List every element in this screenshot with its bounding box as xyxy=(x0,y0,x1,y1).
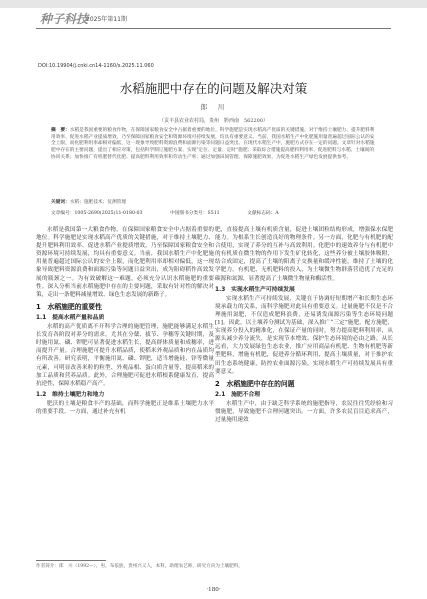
abstract-text: 水稻是我国重要的粮食作物，在保障国家粮食安全中占据着重要的地位。科学施肥是实现水稻高产优质的关键措施，对于维持土壤肥力、提升肥料利用效率、促进水稻产业提质增效、乃至保障国家粮食安全和资源环境可持续发展，均具有重要意义。当前，我国水稻生产中化肥施用量普遍超过国际公认的安全上限，而化肥利用率却相对偏低，这一现象导致肥料资源浪费和面源污染等问题日益突出。在现代水稻生产中，施肥方式存在一定的问题。文章针对水稻施肥中存在的主要问题，提出了相应对策，包括科学制订施肥方案、实现"定位、定量、定时"施肥；采取综合措施提高肥料利用率、促进肥料与水稻、土壤间的协同关系；加快推广有机肥替代化肥、提高肥料利用效率和劳动生产率；通过加强田间管理、保障施肥效果，为促进水稻生产绿色发展提供参考。 xyxy=(51,128,375,160)
footnote-rule xyxy=(36,560,106,561)
keywords-label: 关键词： xyxy=(51,200,70,205)
body-paragraph: 水稻是我国第一大粮食作物，在保障国家粮食安全中占据着重要的地位。科学施肥是实现水稻高产优质的关键措施，对于维持土壤肥力、提升肥料利用效率、促进水稻产业提质增效，乃至保障国家粮食安全和资源环境可持续发展，均具有重要意义。当前，我国水稻生产中化肥施用量普遍超过国际公认的安全上限，而化肥利用率却相对偏低，这一现象导致肥料资源浪费和面源污染等问题日益突出，成为阻碍稻作高效发展的瓶颈之一。为有效破解这一难题，必须充分认识水稻施肥的重要性。深入分析当前水稻施肥中存在的主要问题，采取有针对性的解决对策，走出一条肥料减量增效、绿色生态发展的新路子。 xyxy=(36,227,214,298)
document-code: 文献标志码：A xyxy=(247,211,279,216)
right-column xyxy=(215,226,393,424)
keywords-text: 水稻；施肥技术；仪测管理 xyxy=(69,200,127,205)
section-heading: 2 水稻施肥中存在的问题 xyxy=(215,379,295,388)
header-rule xyxy=(36,28,391,29)
article-title: 水稻施肥中存在的问题及解决对策 xyxy=(119,81,308,96)
abstract xyxy=(51,128,377,162)
left-column xyxy=(36,226,214,416)
body-paragraph: 肥，直接提高土壤有机质含量，促进土壤团粒结构形成，增强保水保肥能力。为根系生长创造良好的物理条件。另一方面，化肥与有机肥的配合使用，实现了养分的互补与高效利用。化肥中的速效养分与有机肥中的有机质在微生物的作用下发生矿化转化，这些养分被土壤胶体吸附，结合成固定，提高了土壤的阳离子交换量和缓冲性能，维持了土壤的化学肥力。有机肥、无机肥料的投入，为土壤微生物群落营造优了充足的碳源和氮源，显著提高了土壤微生物量和酶活性。 xyxy=(215,227,393,282)
article-meta xyxy=(51,210,305,216)
body-paragraph: 实现水稻生产可持续发展，关键在于协调好短期增产和长期生态环境承载力的关系，而科学施肥对此具有重要意义。过量施肥不仅是不合理施用氮肥，不仅造成肥料浪费，还易诱发面源污染等生态环境问题[1]。因此，以土壤养分测试为基础，深入推广“三定”施肥，配方施肥，实现养分投入的精准化，在保证产量的同时，努力提高肥料利用率，从源头减少养分流失，是实现节本增效、保护生态环境的必由之路。从长远看，大力发展绿色生态农业，推广应用商品有机肥、生物有机肥等新型肥料，增施有机肥，促进养分循环利用，提高土壤质量，对于推护农田生态系统健康，防控农业面源污染，实现水稻生产可持续发展具有重要意义。 xyxy=(215,295,393,375)
page-header xyxy=(0,0,427,30)
keywords xyxy=(51,199,377,205)
affiliation: （贡丰县农业农村局，贵州 黔西南 562200） xyxy=(158,118,269,124)
author: 郎 川 xyxy=(200,103,227,111)
footnote: 作者简介：郎 川（1992—），男，布依族，贵州兴义人，本科，助理农艺师，研究方向为土壤肥料。 xyxy=(36,564,243,569)
subsection-heading: 1.1 提高水稻产量和品质 xyxy=(36,314,105,321)
body-paragraph: 水稻生产中，由于缺乏科学系统的施肥指导，农民往往凭经验和习惯施肥，导致施肥不合理问题突出。一方面，许多农民盲目追求高产，过量施用速效 xyxy=(215,400,393,424)
body-paragraph: 水稻的高产优质离不开科学合理的施肥管理，施肥能够满足水稻生长发育各阶段对养分的需求。尤其在分蘖、拔节、孕穗等关键时期，及时施用氮、磷、钾肥可显著促进水稻生长，提高群体质量和成穗率，进而提升产量。合理施肥可提升水稻品质，使稻米外观品质和内在品质均有所改善。研究表明，平衡施用氮、磷、钾肥，适当增施硅、锌等微量元素，可明显改善米粒的粒型、外观品相、蛋白质含量等，提高稻米的加工品质和营养品质。此外，合理施肥可促进水稻根系健康发育，提高抗逆性，保障水稻稳产高产。 xyxy=(36,324,214,387)
body-paragraph: 肥沃的土壤是粮食丰产的基础，而科学施肥正是维系土壤肥力水平的重要手段。一方面，通过补充有机 xyxy=(36,400,214,415)
header-band xyxy=(0,0,427,8)
abstract-label: 摘 要： xyxy=(51,128,70,133)
subsection-heading: 2.1 施肥不合理 xyxy=(215,391,261,398)
section-heading: 1 水稻施肥的重要性 xyxy=(36,302,102,311)
clc-number: 中国图书分类号：S511 xyxy=(170,211,220,216)
subsection-heading: 1.2 维持土壤肥力和地力 xyxy=(36,391,105,398)
subsection-heading: 1.3 实现水稻生产可持续发展 xyxy=(215,286,295,293)
article-number: 文章编号：1005-2690(2025)11-0180-03 xyxy=(51,211,143,216)
doi: DOI:10.19904/j.cnki.cn14-1160/s.2025.11.060 xyxy=(38,63,154,69)
journal-logo: 种子科技 xyxy=(40,12,89,26)
issue-label: 2025年第11期 xyxy=(86,16,127,23)
page-number: ·180· xyxy=(206,587,221,593)
